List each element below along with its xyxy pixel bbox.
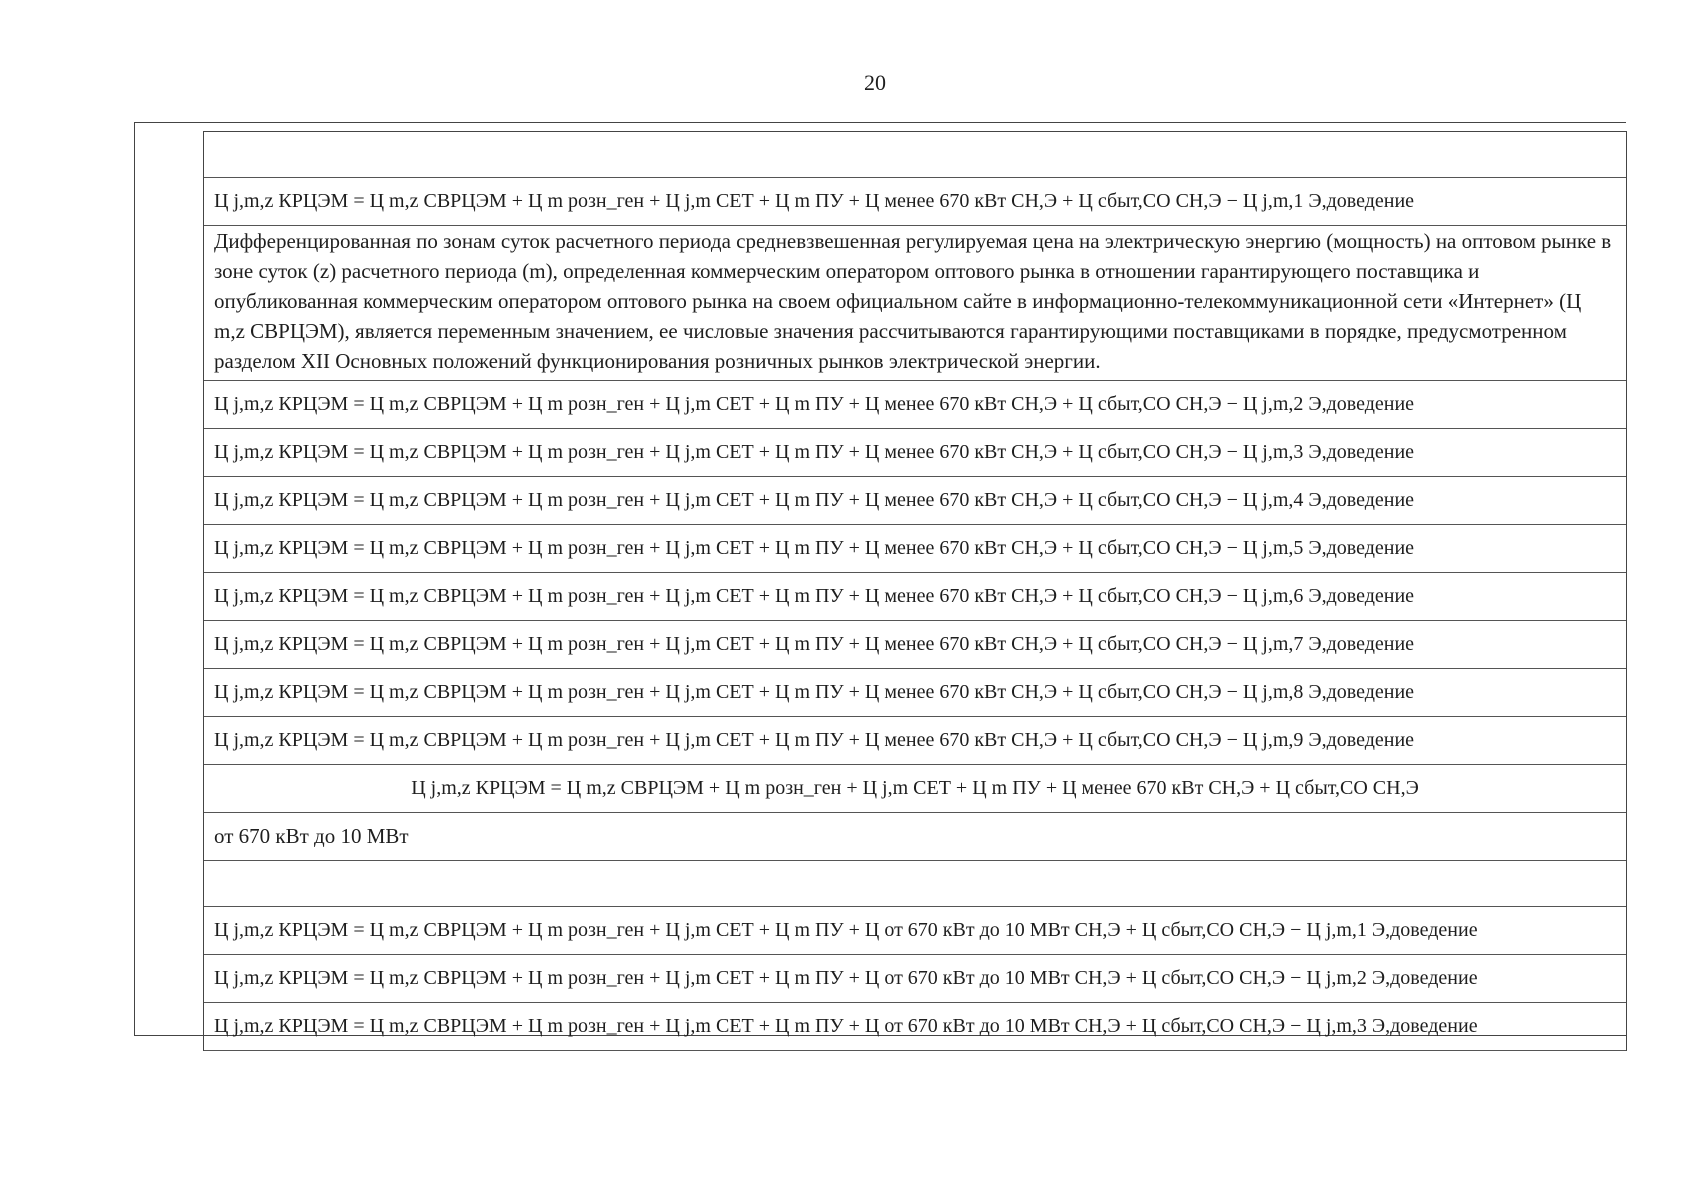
page-number: 20 bbox=[864, 70, 886, 95]
description-row: Дифференцированная по зонам суток расчетного периода средневзвешенная регулируемая цена на электрическую энергию (мощность) на оптовом рынке в зоне суток (z) расчетного периода (m), определенная коммерческим оператором оптового рынка в отношении гарантирующего поставщика и опубликованная коммерческим оператором оптового рынка на своем официальном сайте в информационно-телекоммуникационной сети «Интернет» (Ц m,z СВРЦЭМ), является переменным значением, ее числовые значения рассчитываются гарантирующими поставщиками в порядке, предусмотренном разделом XII Основных положений функционирования розничных рынков электрической энергии. bbox=[204, 226, 1626, 381]
formula-row: Ц j,m,z КРЦЭМ = Ц m,z СВРЦЭМ + Ц m розн_ген + Ц j,m СЕТ + Ц m ПУ + Ц менее 670 кВт СН,Э + Ц сбыт,СО СН,Э − Ц j,m,4 Э,доведение bbox=[204, 477, 1626, 525]
table-row-empty bbox=[204, 132, 1626, 178]
formula-row: Ц j,m,z КРЦЭМ = Ц m,z СВРЦЭМ + Ц m розн_ген + Ц j,m СЕТ + Ц m ПУ + Ц менее 670 кВт СН,Э + Ц сбыт,СО СН,Э − Ц j,m,5 Э,доведение bbox=[204, 525, 1626, 573]
table-row-empty bbox=[204, 861, 1626, 907]
formula-row: Ц j,m,z КРЦЭМ = Ц m,z СВРЦЭМ + Ц m розн_ген + Ц j,m СЕТ + Ц m ПУ + Ц менее 670 кВт СН,Э + Ц сбыт,СО СН,Э − Ц j,m,6 Э,доведение bbox=[204, 573, 1626, 621]
formula-row: Ц j,m,z КРЦЭМ = Ц m,z СВРЦЭМ + Ц m розн_ген + Ц j,m СЕТ + Ц m ПУ + Ц менее 670 кВт СН,Э + Ц сбыт,СО СН,Э − Ц j,m,3 Э,доведение bbox=[204, 429, 1626, 477]
formula-row: Ц j,m,z КРЦЭМ = Ц m,z СВРЦЭМ + Ц m розн_ген + Ц j,m СЕТ + Ц m ПУ + Ц от 670 кВт до 10 МВт СН,Э + Ц сбыт,СО СН,Э − Ц j,m,1 Э,доведение bbox=[204, 907, 1626, 955]
tariff-table bbox=[134, 122, 1626, 1036]
formula-row: Ц j,m,z КРЦЭМ = Ц m,z СВРЦЭМ + Ц m розн_ген + Ц j,m СЕТ + Ц m ПУ + Ц менее 670 кВт СН,Э + Ц сбыт,СО СН,Э − Ц j,m,2 Э,доведение bbox=[204, 381, 1626, 429]
formula-row-centered: Ц j,m,z КРЦЭМ = Ц m,z СВРЦЭМ + Ц m розн_ген + Ц j,m СЕТ + Ц m ПУ + Ц менее 670 кВт СН,Э + Ц сбыт,СО СН,Э bbox=[204, 765, 1626, 813]
category-label-row: от 670 кВт до 10 МВт bbox=[204, 813, 1626, 861]
formula-row: Ц j,m,z КРЦЭМ = Ц m,z СВРЦЭМ + Ц m розн_ген + Ц j,m СЕТ + Ц m ПУ + Ц от 670 кВт до 10 МВт СН,Э + Ц сбыт,СО СН,Э − Ц j,m,2 Э,доведение bbox=[204, 955, 1626, 1003]
formula-row: Ц j,m,z КРЦЭМ = Ц m,z СВРЦЭМ + Ц m розн_ген + Ц j,m СЕТ + Ц m ПУ + Ц менее 670 кВт СН,Э + Ц сбыт,СО СН,Э − Ц j,m,7 Э,доведение bbox=[204, 621, 1626, 669]
formula-row: Ц j,m,z КРЦЭМ = Ц m,z СВРЦЭМ + Ц m розн_ген + Ц j,m СЕТ + Ц m ПУ + Ц менее 670 кВт СН,Э + Ц сбыт,СО СН,Э − Ц j,m,8 Э,доведение bbox=[204, 669, 1626, 717]
formula-row: Ц j,m,z КРЦЭМ = Ц m,z СВРЦЭМ + Ц m розн_ген + Ц j,m СЕТ + Ц m ПУ + Ц менее 670 кВт СН,Э + Ц сбыт,СО СН,Э − Ц j,m,1 Э,доведение bbox=[204, 178, 1626, 226]
formula-row: Ц j,m,z КРЦЭМ = Ц m,z СВРЦЭМ + Ц m розн_ген + Ц j,m СЕТ + Ц m ПУ + Ц менее 670 кВт СН,Э + Ц сбыт,СО СН,Э − Ц j,m,9 Э,доведение bbox=[204, 717, 1626, 765]
formula-row: Ц j,m,z КРЦЭМ = Ц m,z СВРЦЭМ + Ц m розн_ген + Ц j,m СЕТ + Ц m ПУ + Ц от 670 кВт до 10 МВт СН,Э + Ц сбыт,СО СН,Э − Ц j,m,3 Э,доведение bbox=[204, 1003, 1626, 1051]
formula-column bbox=[203, 131, 1627, 1051]
